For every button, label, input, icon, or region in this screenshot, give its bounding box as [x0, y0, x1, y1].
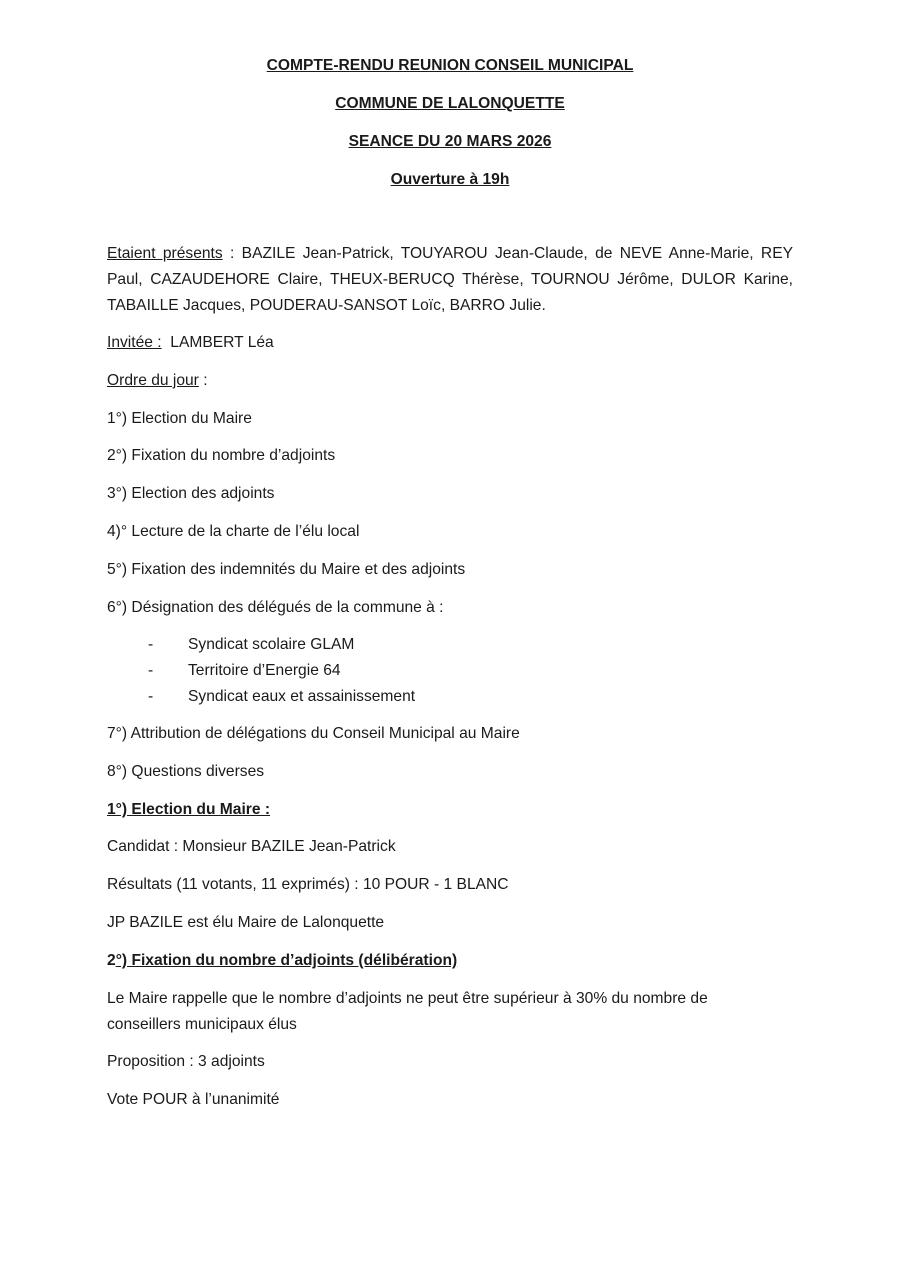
presents-label: Etaient présents — [107, 245, 223, 262]
agenda-item: 1°) Election du Maire — [107, 410, 252, 427]
invitee-line — [107, 330, 274, 356]
bullet-dash: - — [148, 662, 154, 679]
delegate-item-label: Territoire d’Energie 64 — [188, 662, 341, 679]
agenda-item: 8°) Questions diverses — [107, 763, 265, 780]
ordre-du-jour-line — [107, 368, 208, 394]
section-2-title-text: °) Fixation du nombre d’adjoints (délibération) — [115, 952, 458, 969]
delegate-item — [148, 684, 415, 710]
bullet-dash: - — [148, 636, 154, 653]
rappel-paragraph: Le Maire rappelle que le nombre d’adjoints ne peut être supérieur à 30% du nombre de conseillers municipaux élus — [107, 990, 708, 1033]
section-2-title — [107, 948, 457, 974]
section-2-number: 2 — [107, 952, 116, 969]
invitee-name: LAMBERT Léa — [161, 334, 274, 351]
presents-list: : BAZILE Jean-Patrick, TOUYAROU Jean-Claude, de NEVE Anne-Marie, REY Paul, CAZAUDEHORE Claire, THEUX-BERUCQ Thérèse, TOURNOU Jérôme, DULOR Karine, TABAILLE Jacques, POUDERAU-SANSOT Loïc, BARRO Julie. — [107, 245, 793, 314]
delegate-item-label: Syndicat eaux et assainissement — [188, 688, 416, 705]
seance-heading: SEANCE DU 20 MARS 2026 — [348, 133, 552, 150]
delegate-item-label: Syndicat scolaire GLAM — [188, 636, 355, 653]
election-conclusion: JP BAZILE est élu Maire de Lalonquette — [107, 914, 385, 931]
section-1-title: 1°) Election du Maire : — [107, 801, 271, 818]
delegate-item — [148, 632, 415, 658]
agenda-item: 6°) Désignation des délégués de la commune à : — [107, 599, 444, 616]
bullet-dash: - — [148, 688, 154, 705]
presents-paragraph — [107, 241, 793, 319]
agenda-item: 4)° Lecture de la charte de l’élu local — [107, 523, 360, 540]
delegates-list — [148, 632, 415, 710]
ordre-du-jour-label: Ordre du jour — [107, 372, 199, 389]
ouverture-heading: Ouverture à 19h — [390, 171, 510, 188]
vote-line: Vote POUR à l’unanimité — [107, 1091, 280, 1108]
agenda-item: 5°) Fixation des indemnités du Maire et des adjoints — [107, 561, 466, 578]
invitee-label: Invitée : — [107, 334, 162, 351]
agenda-item: 7°) Attribution de délégations du Conseil Municipal au Maire — [107, 725, 520, 742]
agenda-item: 3°) Election des adjoints — [107, 485, 275, 502]
agenda-item: 2°) Fixation du nombre d’adjoints — [107, 447, 336, 464]
ordre-du-jour-colon: : — [198, 372, 208, 389]
resultats-line: Résultats (11 votants, 11 exprimés) : 10 POUR - 1 BLANC — [107, 876, 509, 893]
proposition-line: Proposition : 3 adjoints — [107, 1053, 265, 1070]
candidat-line: Candidat : Monsieur BAZILE Jean-Patrick — [107, 838, 396, 855]
document-title: COMPTE-RENDU REUNION CONSEIL MUNICIPAL — [266, 57, 634, 74]
delegate-item — [148, 658, 415, 684]
commune-heading: COMMUNE DE LALONQUETTE — [335, 95, 565, 112]
